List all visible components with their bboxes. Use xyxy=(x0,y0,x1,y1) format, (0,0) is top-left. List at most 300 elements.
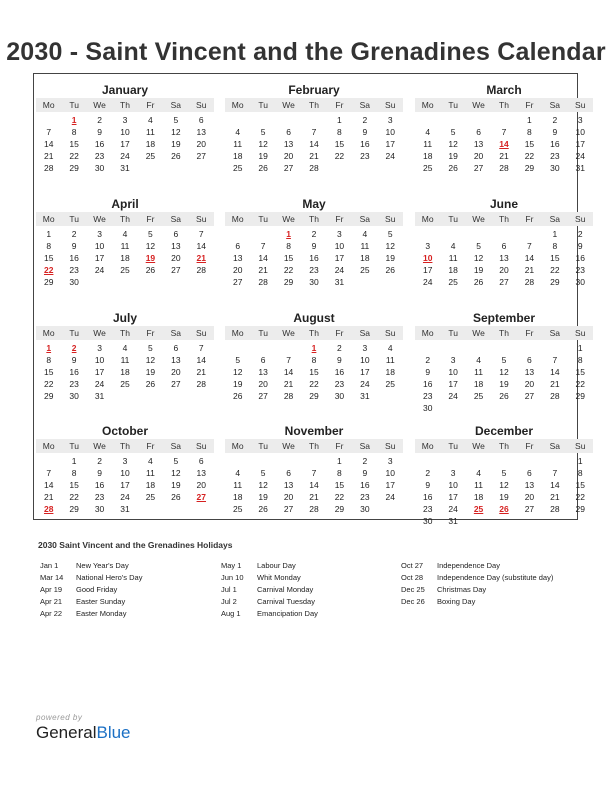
day-cell: 18 xyxy=(448,265,458,275)
day-cell: 18 xyxy=(145,480,156,490)
day-cell: 25 xyxy=(145,492,156,502)
day-cell: 11 xyxy=(360,241,370,251)
weekday-label: Tu xyxy=(448,441,458,451)
day-cell: 13 xyxy=(283,139,294,149)
day-cell: 15 xyxy=(524,139,535,149)
day-cell: 20 xyxy=(232,265,243,275)
day-cell: 18 xyxy=(145,139,156,149)
day-cell: 7 xyxy=(311,127,317,137)
days-grid xyxy=(36,342,214,402)
month-name: August xyxy=(293,311,335,325)
empty-cell xyxy=(415,228,440,240)
day-cell: 22 xyxy=(575,492,586,502)
day-cell: 18 xyxy=(422,151,433,161)
day-cell: 11 xyxy=(385,355,395,365)
day-cell: 6 xyxy=(198,456,204,466)
days-grid xyxy=(36,455,214,515)
weekday-label: Su xyxy=(196,328,207,338)
day-cell: 7 xyxy=(501,127,507,137)
day-cell: 9 xyxy=(71,355,77,365)
holiday-row xyxy=(40,584,142,596)
day-cell: 14 xyxy=(258,253,268,263)
day-cell: 31 xyxy=(120,163,130,173)
month-name: November xyxy=(284,424,344,438)
day-cell: 15 xyxy=(550,253,560,263)
weekday-label: Mo xyxy=(231,214,244,224)
holiday-name: Labour Day xyxy=(257,561,296,570)
empty-cell xyxy=(542,342,567,354)
day-cell: 3 xyxy=(122,456,128,466)
day-cell: 13 xyxy=(524,367,535,377)
day-cell: 4 xyxy=(122,343,128,353)
day-cell: 15 xyxy=(334,139,345,149)
day-cell: 17 xyxy=(448,379,458,389)
days-grid xyxy=(225,114,403,174)
weekday-label: Su xyxy=(196,441,207,451)
day-cell: 29 xyxy=(69,504,79,514)
empty-cell xyxy=(491,342,516,354)
day-cell: 11 xyxy=(146,127,155,137)
weekday-label: Su xyxy=(575,328,586,338)
day-cell: 2 xyxy=(362,456,368,466)
day-cell: 15 xyxy=(43,253,54,263)
weekday-label: Sa xyxy=(170,100,182,110)
weekday-label: We xyxy=(472,214,485,224)
holiday-date: Jun 10 xyxy=(221,573,244,582)
day-cell: 10 xyxy=(448,480,458,490)
day-cell: 29 xyxy=(575,504,586,514)
day-cell: 11 xyxy=(233,139,243,149)
day-cell: 6 xyxy=(260,355,266,365)
day-cell: 31 xyxy=(94,391,105,401)
month-july xyxy=(36,310,214,402)
holiday-date: Oct 27 xyxy=(401,561,424,570)
day-cell: 26 xyxy=(258,163,268,173)
day-cell: 6 xyxy=(286,127,291,137)
weekday-label: Fr xyxy=(525,328,534,338)
day-cell: 5 xyxy=(173,115,179,125)
empty-cell xyxy=(250,342,275,354)
day-cell: 4 xyxy=(235,127,241,137)
empty-cell xyxy=(542,455,567,467)
weekday-label: Sa xyxy=(359,441,371,451)
weekday-label: Fr xyxy=(335,100,344,110)
empty-cell xyxy=(36,114,61,126)
day-cell: 3 xyxy=(97,343,102,353)
day-cell: 18 xyxy=(473,379,484,389)
day-cell: 9 xyxy=(337,355,342,365)
day-cell: 18 xyxy=(385,367,396,377)
weekday-header xyxy=(225,326,403,340)
day-cell: 10 xyxy=(385,468,396,478)
weekday-label: Fr xyxy=(335,328,344,338)
empty-cell xyxy=(250,455,275,467)
weekday-label: Th xyxy=(120,441,130,451)
day-cell: 13 xyxy=(258,367,268,377)
day-cell: 16 xyxy=(575,253,586,263)
day-cell: 24 xyxy=(94,379,105,389)
day-cell: 5 xyxy=(387,229,393,239)
holiday-date: May 1 xyxy=(221,561,242,570)
day-cell: 24 xyxy=(334,265,345,275)
day-cell: 26 xyxy=(145,265,156,275)
day-cell: 30 xyxy=(422,516,433,526)
day-cell: 3 xyxy=(387,456,393,466)
empty-cell xyxy=(276,455,301,467)
day-cell: 29 xyxy=(43,391,54,401)
day-cell: 6 xyxy=(173,343,179,353)
day-cell: 30 xyxy=(360,504,370,514)
day-cell: 26 xyxy=(232,391,243,401)
day-cell: 3 xyxy=(577,115,583,125)
day-cell: 1 xyxy=(337,115,342,125)
empty-cell xyxy=(491,114,516,126)
holiday-date: Apr 22 xyxy=(40,609,63,618)
day-cell: 25 xyxy=(448,277,458,287)
day-cell: 29 xyxy=(69,163,79,173)
day-cell: 11 xyxy=(146,468,155,478)
weekday-label: Sa xyxy=(359,214,371,224)
day-cell: 2 xyxy=(71,229,77,239)
day-cell: 11 xyxy=(120,355,130,365)
holiday-date: Jan 1 xyxy=(40,561,59,570)
empty-cell xyxy=(466,455,491,467)
weekday-label: Th xyxy=(120,100,130,110)
weekday-label: Th xyxy=(499,214,509,224)
weekday-label: We xyxy=(472,100,485,110)
day-cell: 9 xyxy=(552,127,558,137)
weekday-header xyxy=(415,212,593,226)
holiday-name: New Year's Day xyxy=(76,561,129,570)
day-cell: 29 xyxy=(309,391,319,401)
day-cell: 25 xyxy=(473,391,484,401)
day-cell: 23 xyxy=(334,379,345,389)
empty-cell xyxy=(415,342,440,354)
day-cell: 31 xyxy=(120,504,130,514)
month-name: October xyxy=(101,424,148,438)
day-cell: 5 xyxy=(235,355,241,365)
weekday-label: Sa xyxy=(170,214,182,224)
day-cell: 15 xyxy=(283,253,294,263)
month-august xyxy=(225,310,403,402)
day-cell: 31 xyxy=(448,516,458,526)
month-name: May xyxy=(302,197,326,211)
weekday-label: Fr xyxy=(335,441,344,451)
weekday-label: We xyxy=(472,328,485,338)
day-cell: 24 xyxy=(120,492,130,502)
weekday-label: Th xyxy=(120,328,130,338)
weekday-label: Th xyxy=(120,214,130,224)
weekday-label: Mo xyxy=(42,214,55,224)
day-cell: 22 xyxy=(43,379,54,389)
weekday-label: Sa xyxy=(549,214,561,224)
day-cell: 10 xyxy=(448,367,458,377)
day-cell: 20 xyxy=(473,151,484,161)
day-cell: 12 xyxy=(171,468,181,478)
weekday-label: Su xyxy=(385,214,396,224)
days-grid xyxy=(415,228,593,288)
holiday-day: 28 xyxy=(43,504,54,514)
day-cell: 15 xyxy=(575,367,586,377)
day-cell: 23 xyxy=(94,492,105,502)
day-cell: 22 xyxy=(69,492,79,502)
month-january xyxy=(36,82,214,174)
day-cell: 18 xyxy=(232,151,243,161)
day-cell: 3 xyxy=(97,229,102,239)
day-cell: 16 xyxy=(360,139,370,149)
holiday-day: 1 xyxy=(46,343,52,353)
day-cell: 16 xyxy=(334,367,345,377)
day-cell: 13 xyxy=(499,253,509,263)
day-cell: 3 xyxy=(387,115,393,125)
day-cell: 16 xyxy=(69,253,79,263)
weekday-label: Sa xyxy=(549,100,561,110)
day-cell: 7 xyxy=(198,229,204,239)
day-cell: 6 xyxy=(198,115,204,125)
day-cell: 1 xyxy=(337,456,342,466)
day-cell: 20 xyxy=(171,367,181,377)
day-cell: 5 xyxy=(450,127,456,137)
day-cell: 16 xyxy=(550,139,560,149)
day-cell: 8 xyxy=(337,468,342,478)
holiday-date: Apr 21 xyxy=(40,597,63,606)
day-cell: 2 xyxy=(577,229,583,239)
day-cell: 27 xyxy=(196,151,207,161)
day-cell: 28 xyxy=(550,504,560,514)
day-cell: 21 xyxy=(43,492,54,502)
day-cell: 28 xyxy=(196,379,207,389)
day-cell: 8 xyxy=(71,468,77,478)
day-cell: 19 xyxy=(232,379,243,389)
holiday-day: 25 xyxy=(473,504,484,514)
day-cell: 22 xyxy=(283,265,294,275)
holiday-day: 19 xyxy=(145,253,156,263)
day-cell: 25 xyxy=(145,151,156,161)
day-cell: 30 xyxy=(550,163,560,173)
month-april xyxy=(36,196,214,288)
empty-cell xyxy=(491,455,516,467)
day-cell: 22 xyxy=(69,151,79,161)
day-cell: 17 xyxy=(385,139,396,149)
holiday-day: 10 xyxy=(422,253,433,263)
day-cell: 4 xyxy=(235,468,241,478)
weekday-label: Su xyxy=(385,100,396,110)
weekday-label: Tu xyxy=(258,328,268,338)
weekday-label: Mo xyxy=(42,441,55,451)
month-february xyxy=(225,82,403,174)
day-cell: 18 xyxy=(232,492,243,502)
day-cell: 7 xyxy=(527,241,532,251)
day-cell: 6 xyxy=(527,468,532,478)
day-cell: 1 xyxy=(527,115,532,125)
day-cell: 30 xyxy=(309,277,319,287)
holiday-row xyxy=(221,584,318,596)
day-cell: 27 xyxy=(499,277,509,287)
day-cell: 25 xyxy=(360,265,370,275)
month-november xyxy=(225,423,403,515)
day-cell: 25 xyxy=(232,504,243,514)
holiday-row xyxy=(40,560,142,572)
holiday-day: 1 xyxy=(71,115,77,125)
weekday-header xyxy=(36,439,214,453)
day-cell: 13 xyxy=(473,139,484,149)
weekday-label: Fr xyxy=(146,441,155,451)
day-cell: 6 xyxy=(173,229,179,239)
day-cell: 8 xyxy=(337,127,342,137)
day-cell: 21 xyxy=(43,151,54,161)
weekday-header xyxy=(225,98,403,112)
day-cell: 10 xyxy=(385,127,396,137)
weekday-label: Su xyxy=(196,214,207,224)
holiday-date: Dec 25 xyxy=(401,585,425,594)
weekday-label: Tu xyxy=(448,100,458,110)
weekday-header xyxy=(415,326,593,340)
holiday-name: Emancipation Day xyxy=(257,609,318,618)
day-cell: 9 xyxy=(97,127,102,137)
day-cell: 30 xyxy=(69,277,79,287)
day-cell: 26 xyxy=(258,504,268,514)
weekday-label: Mo xyxy=(421,441,434,451)
empty-cell xyxy=(225,342,250,354)
day-cell: 20 xyxy=(499,265,509,275)
empty-cell xyxy=(276,342,301,354)
day-cell: 16 xyxy=(422,379,433,389)
day-cell: 21 xyxy=(283,379,294,389)
day-cell: 26 xyxy=(499,391,509,401)
day-cell: 7 xyxy=(552,355,558,365)
day-cell: 14 xyxy=(309,139,319,149)
holiday-day: 27 xyxy=(196,492,207,502)
day-cell: 21 xyxy=(196,367,207,377)
day-cell: 12 xyxy=(499,367,509,377)
day-cell: 3 xyxy=(450,468,456,478)
weekday-label: Tu xyxy=(69,328,79,338)
day-cell: 27 xyxy=(524,504,535,514)
day-cell: 12 xyxy=(448,139,458,149)
day-cell: 17 xyxy=(385,480,396,490)
day-cell: 23 xyxy=(69,379,79,389)
day-cell: 10 xyxy=(575,127,586,137)
holiday-date: Jul 1 xyxy=(221,585,237,594)
day-cell: 17 xyxy=(334,253,345,263)
day-cell: 5 xyxy=(173,456,179,466)
empty-cell xyxy=(517,342,542,354)
weekday-label: Su xyxy=(385,441,396,451)
days-grid xyxy=(36,228,214,288)
weekday-label: Tu xyxy=(448,328,458,338)
days-grid xyxy=(225,342,403,402)
holidays-title: 2030 Saint Vincent and the Grenadines Holidays xyxy=(38,540,233,550)
month-name: December xyxy=(474,424,534,438)
day-cell: 10 xyxy=(334,241,345,251)
day-cell: 4 xyxy=(450,241,456,251)
day-cell: 14 xyxy=(196,355,207,365)
day-cell: 16 xyxy=(309,253,319,263)
day-cell: 14 xyxy=(524,253,535,263)
day-cell: 20 xyxy=(283,492,294,502)
weekday-header xyxy=(415,98,593,112)
day-cell: 3 xyxy=(425,241,431,251)
empty-cell xyxy=(440,342,465,354)
weekday-header xyxy=(36,98,214,112)
weekday-label: Mo xyxy=(231,100,244,110)
day-cell: 5 xyxy=(501,355,507,365)
day-cell: 31 xyxy=(360,391,370,401)
empty-cell xyxy=(36,455,61,467)
day-cell: 13 xyxy=(196,468,207,478)
day-cell: 10 xyxy=(94,241,105,251)
day-cell: 8 xyxy=(311,355,317,365)
weekday-label: Sa xyxy=(170,441,182,451)
day-cell: 5 xyxy=(260,468,266,478)
weekday-label: Sa xyxy=(359,100,371,110)
day-cell: 23 xyxy=(360,492,370,502)
day-cell: 26 xyxy=(171,151,181,161)
day-cell: 19 xyxy=(499,492,509,502)
empty-cell xyxy=(225,455,250,467)
empty-cell xyxy=(466,114,491,126)
weekday-label: Fr xyxy=(146,100,155,110)
day-cell: 9 xyxy=(97,468,102,478)
day-cell: 14 xyxy=(550,480,560,490)
day-cell: 21 xyxy=(309,492,319,502)
day-cell: 28 xyxy=(196,265,207,275)
holiday-row xyxy=(221,572,318,584)
day-cell: 1 xyxy=(577,343,583,353)
day-cell: 12 xyxy=(385,241,396,251)
day-cell: 19 xyxy=(258,151,268,161)
holiday-name: Boxing Day xyxy=(437,597,476,606)
weekday-label: Fr xyxy=(525,214,534,224)
day-cell: 7 xyxy=(46,127,52,137)
day-cell: 19 xyxy=(171,480,181,490)
day-cell: 8 xyxy=(552,241,558,251)
day-cell: 17 xyxy=(422,265,433,275)
holiday-name: Easter Monday xyxy=(76,609,127,618)
day-cell: 19 xyxy=(448,151,458,161)
weekday-label: Su xyxy=(575,214,586,224)
day-cell: 11 xyxy=(233,480,243,490)
day-cell: 26 xyxy=(145,379,156,389)
weekday-label: Mo xyxy=(42,100,55,110)
day-cell: 3 xyxy=(122,115,128,125)
day-cell: 12 xyxy=(145,355,156,365)
day-cell: 29 xyxy=(334,504,345,514)
day-cell: 20 xyxy=(524,379,535,389)
days-grid xyxy=(415,342,593,414)
day-cell: 2 xyxy=(97,456,102,466)
day-cell: 27 xyxy=(171,265,181,275)
empty-cell xyxy=(440,114,465,126)
day-cell: 28 xyxy=(309,163,319,173)
day-cell: 14 xyxy=(550,367,560,377)
day-cell: 17 xyxy=(575,139,586,149)
day-cell: 11 xyxy=(474,367,483,377)
weekday-label: Fr xyxy=(525,100,534,110)
day-cell: 22 xyxy=(309,379,319,389)
day-cell: 23 xyxy=(550,151,560,161)
day-cell: 27 xyxy=(473,163,484,173)
day-cell: 27 xyxy=(283,504,294,514)
day-cell: 2 xyxy=(552,115,558,125)
holiday-row xyxy=(401,560,553,572)
day-cell: 16 xyxy=(422,492,433,502)
holiday-date: Oct 28 xyxy=(401,573,424,582)
weekday-label: We xyxy=(282,214,295,224)
brand-logo[interactable] xyxy=(36,713,131,743)
day-cell: 28 xyxy=(499,163,509,173)
day-cell: 3 xyxy=(450,355,456,365)
